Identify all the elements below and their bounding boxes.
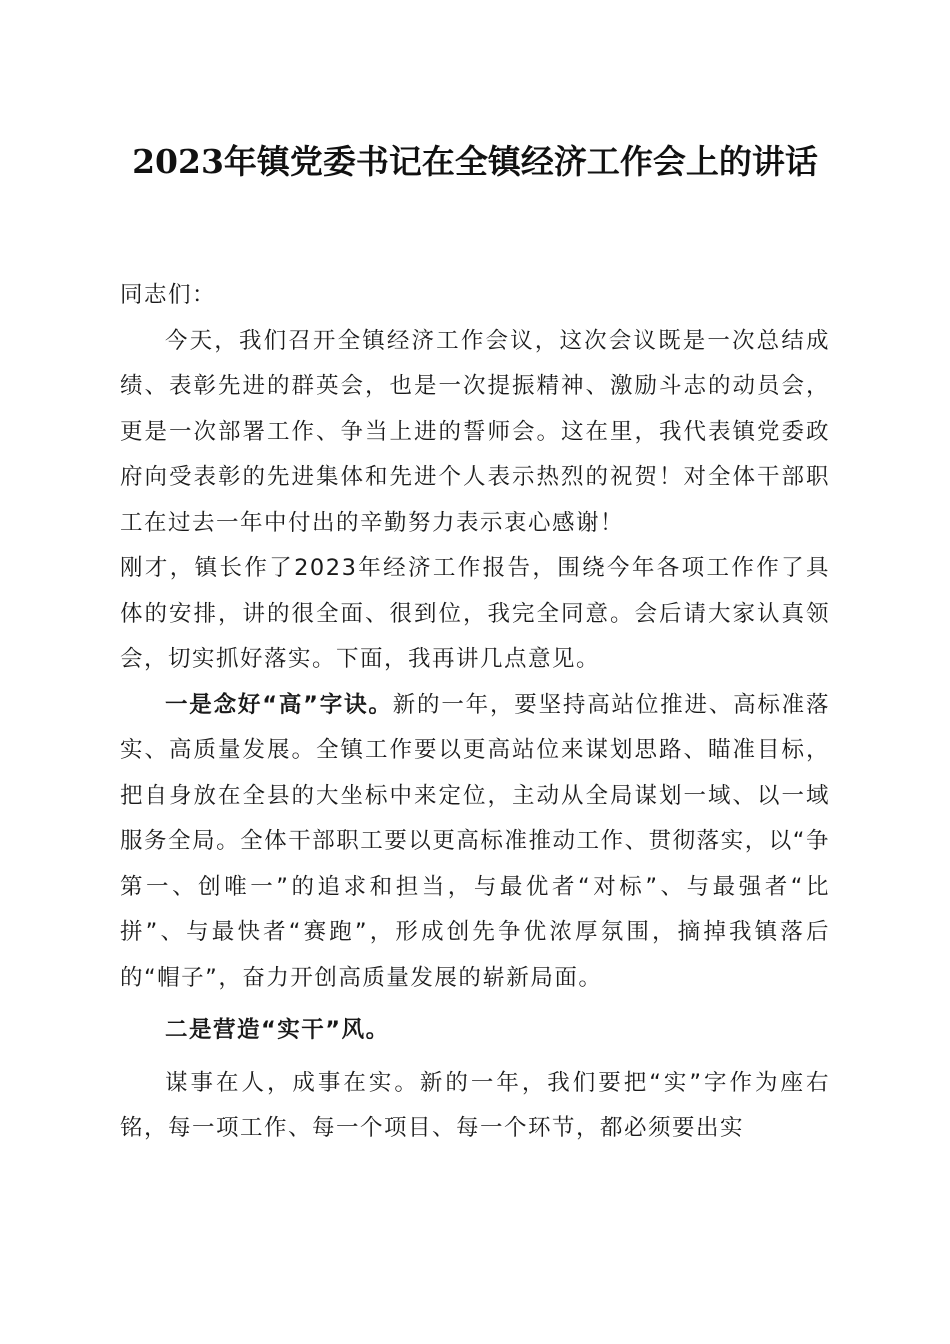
document-title: 2023年镇党委书记在全镇经济工作会上的讲话	[132, 142, 818, 181]
point-two-heading: 二是营造“实干”风。	[165, 1017, 390, 1043]
point-one-text: 新的一年，要坚持高站位推进、高标准落实、高质量发展。全镇工作要以更高站位来谋划思路、瞄准目标，把自身放在全县的大坐标中来定位，主动从全局谋划一域、以一域服务全局。全体干部职工要以更高标准推动工作、贯彻落实，以“争第一、创唯一”的追求和担当，与最优者“对标”、与最强者“比拼”、与最快者“赛跑”，形成创先争优浓厚氛围，摘掉我镇落后的“帽子”，奋力开创高质量发展的崭新局面。	[120, 691, 830, 991]
paragraph-report: 刚才，镇长作了2023年经济工作报告，围绕今年各项工作作了具体的安排，讲的很全面、很到位，我完全同意。会后请大家认真领会，切实抓好落实。下面，我再讲几点意见。	[120, 555, 830, 672]
paragraph-point-two	[120, 1008, 830, 1054]
salutation: 同志们：	[120, 282, 217, 308]
paragraph-point-one	[120, 683, 830, 1002]
point-one-heading: 一是念好“高”字诀。	[165, 691, 393, 718]
paragraph-point-two-body: 谋事在人，成事在实。新的一年，我们要把“实”字作为座右铭，每一项工作、每一个项目、每一个环节，都必须要出实	[120, 1069, 830, 1141]
paragraph-opening: 今天，我们召开全镇经济工作会议，这次会议既是一次总结成绩、表彰先进的群英会，也是一次提振精神、激励斗志的动员会，更是一次部署工作、争当上进的誓师会。这在里，我代表镇党委政府向受表彰的先进集体和先进个人表示热烈的祝贺！对全体干部职工在过去一年中付出的辛勤努力表示衷心感谢！	[120, 327, 830, 536]
document-body	[120, 273, 830, 1152]
